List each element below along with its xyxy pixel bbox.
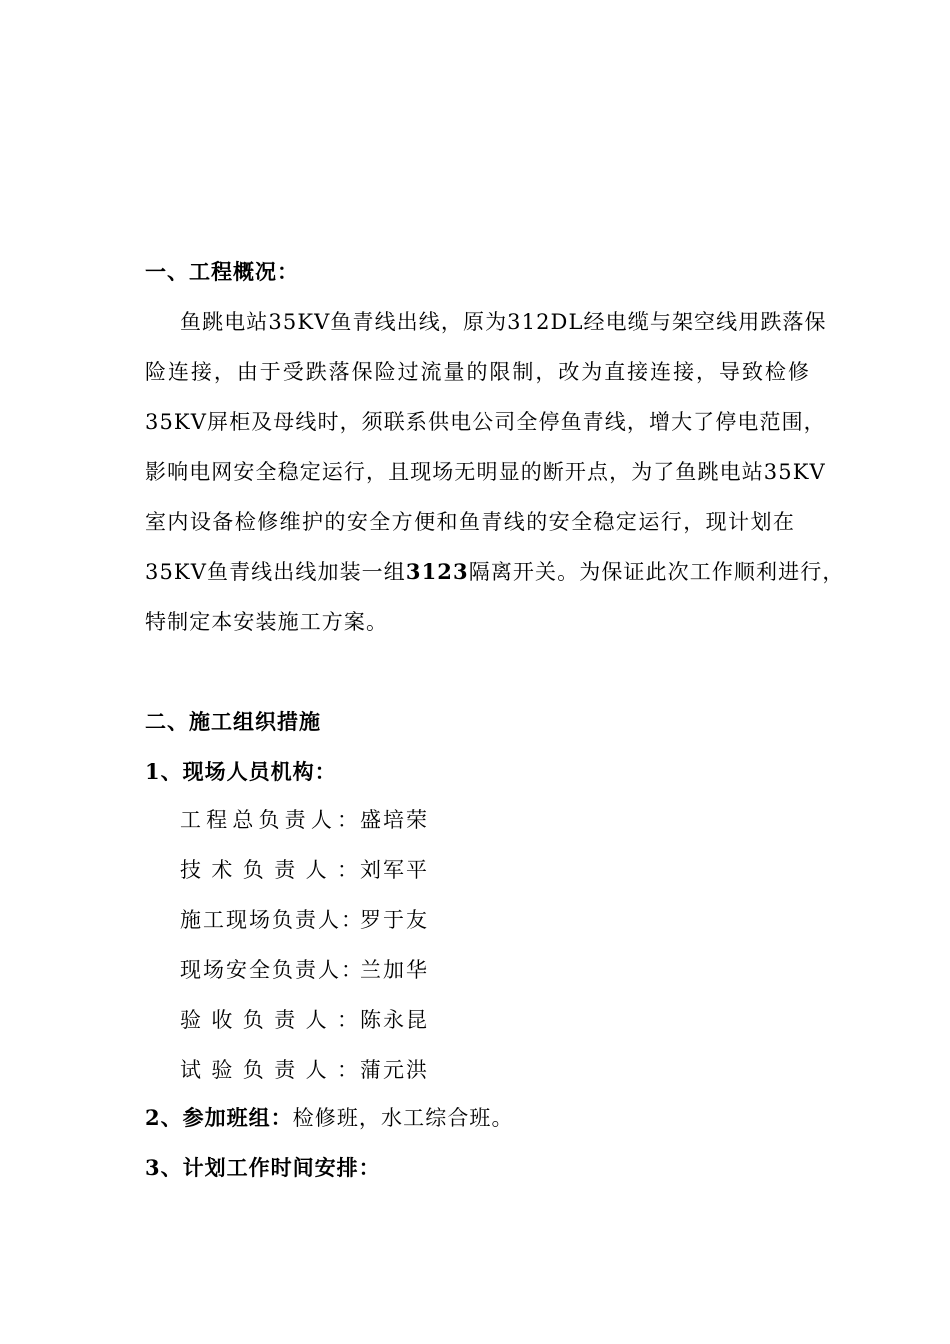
paragraph-line-6 xyxy=(145,558,844,586)
section-heading-project-overview: 一、工程概况： xyxy=(145,259,299,284)
subheading-site-personnel: 1、现场人员机构： xyxy=(145,759,337,784)
paragraph-line-6-before: 35KV鱼青线出线加装一组 xyxy=(145,560,406,584)
role-person-name: 兰加华 xyxy=(360,958,429,982)
paragraph-line-7: 特制定本安装施工方案。 xyxy=(145,610,389,634)
participating-teams-row xyxy=(145,1104,514,1132)
switch-number: 3123 xyxy=(405,559,469,584)
role-label: 技术负责人： xyxy=(180,858,360,882)
staff-row xyxy=(180,856,429,884)
section-heading-construction-organization: 二、施工组织措施 xyxy=(145,709,321,734)
role-person-name: 蒲元洪 xyxy=(360,1058,429,1082)
staff-row xyxy=(180,1056,429,1084)
role-person-name: 陈永昆 xyxy=(360,1008,429,1032)
role-person-name: 刘军平 xyxy=(360,858,429,882)
role-label: 现场安全负责人： xyxy=(180,958,364,982)
paragraph-line-2: 险连接，由于受跌落保险过流量的限制，改为直接连接，导致检修 xyxy=(145,360,810,384)
staff-row xyxy=(180,1006,429,1034)
paragraph-line-6-after: 隔离开关。为保证此次工作顺利进行， xyxy=(468,560,845,584)
staff-row xyxy=(180,906,429,934)
role-label: 工程总负责人： xyxy=(180,808,360,832)
role-label: 验收负责人： xyxy=(180,1008,360,1032)
role-person-name: 盛培荣 xyxy=(360,808,429,832)
staff-row xyxy=(180,806,429,834)
paragraph-line-5: 室内设备检修维护的安全方便和鱼青线的安全稳定运行，现计划在 xyxy=(145,510,795,534)
staff-row xyxy=(180,956,429,984)
paragraph-line-3: 35KV屏柜及母线时，须联系供电公司全停鱼青线，增大了停电范围， xyxy=(145,410,826,434)
role-label: 试验负责人： xyxy=(180,1058,360,1082)
role-label: 施工现场负责人： xyxy=(180,908,364,932)
subheading-work-schedule: 3、计划工作时间安排： xyxy=(145,1155,381,1180)
participating-teams-text: 检修班，水工综合班。 xyxy=(292,1106,514,1130)
subheading-participating-teams: 2、参加班组： xyxy=(145,1105,293,1130)
paragraph-line-1: 鱼跳电站35KV鱼青线出线，原为312DL经电缆与架空线用跌落保 xyxy=(180,310,827,334)
role-person-name: 罗于友 xyxy=(360,908,429,932)
paragraph-line-4: 影响电网安全稳定运行，且现场无明显的断开点，为了鱼跳电站35KV xyxy=(145,460,826,484)
